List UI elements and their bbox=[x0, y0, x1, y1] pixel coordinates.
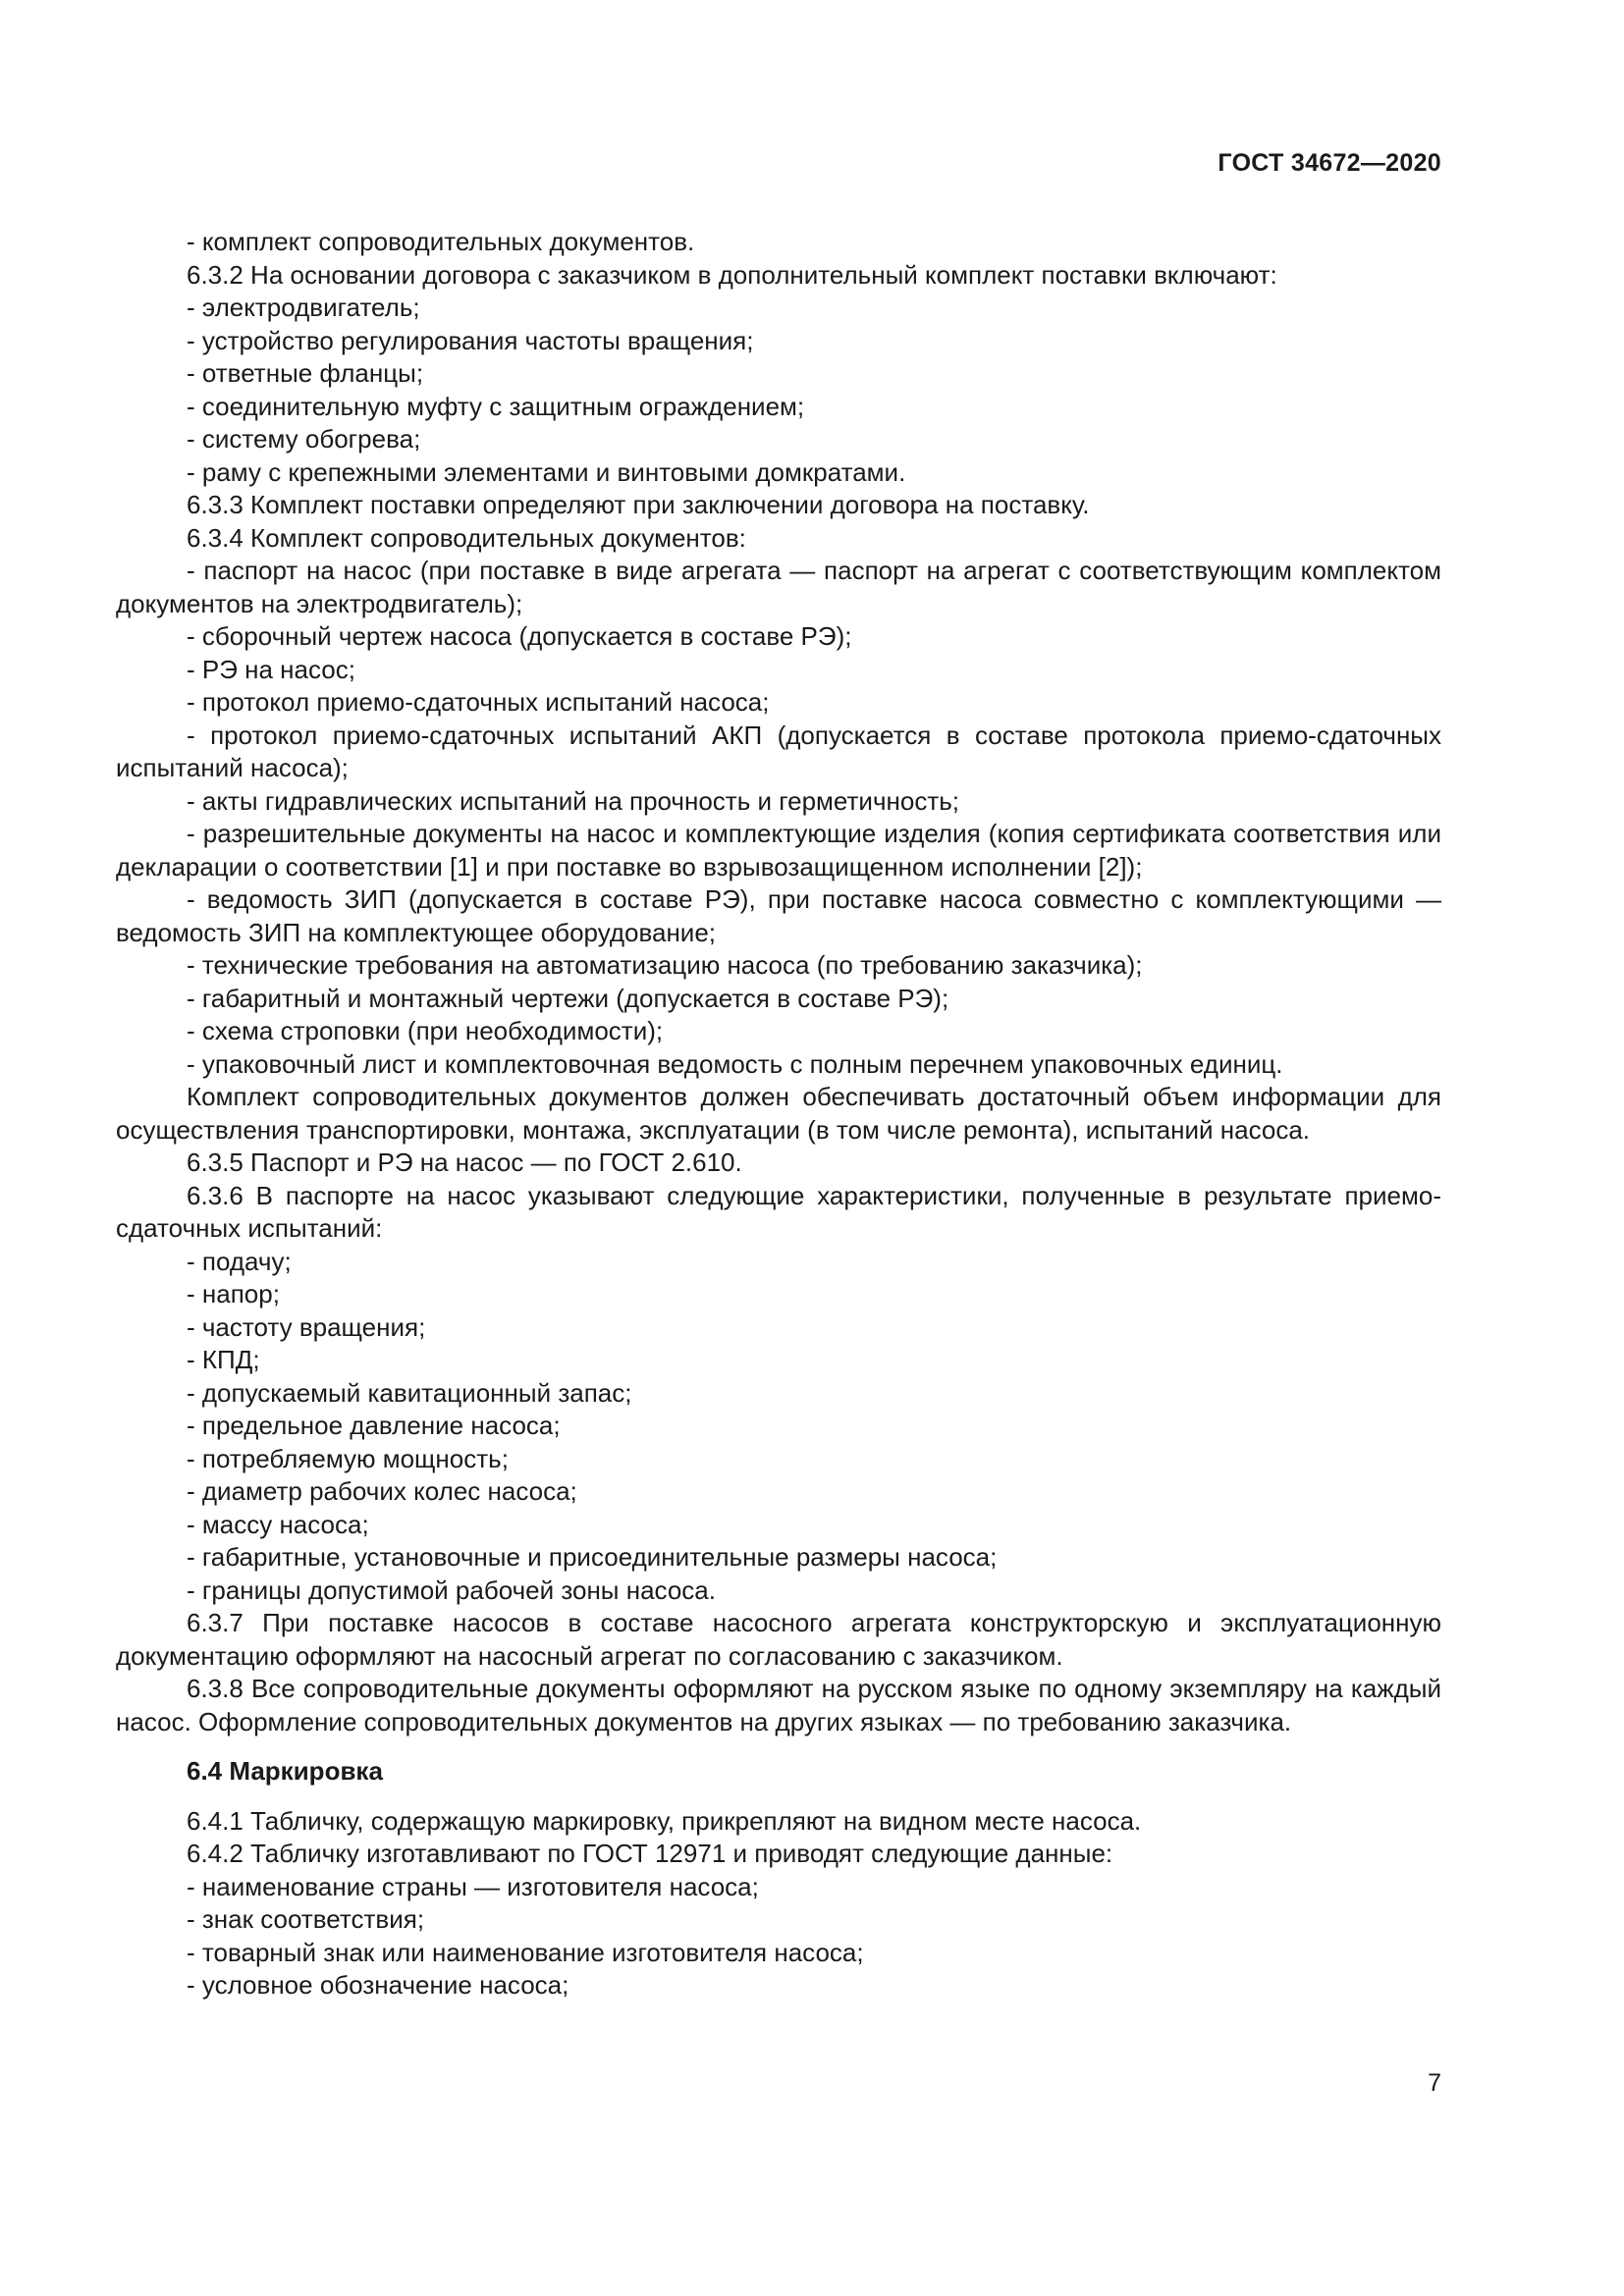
paragraph: 6.3.5 Паспорт и РЭ на насос — по ГОСТ 2.610. bbox=[187, 1148, 742, 1177]
list-item: - подачу; bbox=[187, 1246, 292, 1276]
list-item: - границы допустимой рабочей зоны насоса. bbox=[187, 1575, 716, 1605]
list-item: - частоту вращения; bbox=[187, 1311, 426, 1342]
paragraph: 6.3.7 При поставке насосов в составе насосного агрегата конструкторскую и эксплуатационную документацию оформляют на насосный агрегат по согласованию с заказчиком. bbox=[116, 1608, 1441, 1671]
list-item: - РЭ на насос; bbox=[187, 654, 355, 684]
list-item: - массу насоса; bbox=[187, 1509, 369, 1539]
list-item: - наименование страны — изготовителя насоса; bbox=[187, 1871, 759, 1901]
paragraph: 6.3.2 На основании договора с заказчиком в дополнительный комплект поставки включают: bbox=[187, 259, 1277, 290]
list-item: - протокол приемо-сдаточных испытаний насоса; bbox=[187, 687, 770, 717]
list-item: - габаритный и монтажный чертежи (допускается в составе РЭ); bbox=[187, 983, 949, 1013]
list-item: - комплект сопроводительных документов. bbox=[187, 227, 695, 256]
list-item: - знак соответствия; bbox=[187, 1904, 425, 1934]
paragraph: 6.3.3 Комплект поставки определяют при заключении договора на поставку. bbox=[187, 490, 1090, 519]
list-item: - соединительную муфту с защитным ограждением; bbox=[187, 391, 805, 421]
list-item: - допускаемый кавитационный запас; bbox=[187, 1377, 632, 1408]
list-item: - товарный знак или наименование изготовителя насоса; bbox=[187, 1937, 864, 1967]
list-item: - раму с крепежными элементами и винтовыми домкратами. bbox=[187, 456, 906, 487]
list-item: - условное обозначение насоса; bbox=[187, 1970, 569, 2000]
list-item: - ведомость ЗИП (допускается в составе РЭ), при поставке насоса совместно с комплектующими — ведомость ЗИП на комплектующее оборудование; bbox=[116, 884, 1441, 947]
list-item: - акты гидравлических испытаний на прочность и герметичность; bbox=[187, 785, 959, 816]
paragraph: 6.4.1 Табличку, содержащую маркировку, прикрепляют на видном месте насоса. bbox=[187, 1805, 1142, 1836]
list-item: - габаритные, установочные и присоединительные размеры насоса; bbox=[187, 1542, 998, 1572]
list-item: - разрешительные документы на насос и комплектующие изделия (копия сертификата соответствия или декларации о соответствии [1] и при поставке во взрывозащищенном исполнении [2]); bbox=[116, 819, 1441, 881]
list-item: - паспорт на насос (при поставке в виде агрегата — паспорт на агрегат с соответствующим комплектом документов на электродвигатель); bbox=[116, 556, 1441, 618]
paragraph: 6.3.8 Все сопроводительные документы оформляют на русском языке по одному экземпляру на каждый насос. Оформление сопроводительных документов на других языках — по требованию заказчика. bbox=[116, 1674, 1441, 1736]
list-item: - ответные фланцы; bbox=[187, 358, 424, 388]
list-item: - напор; bbox=[187, 1279, 280, 1308]
paragraph: 6.4.2 Табличку изготавливают по ГОСТ 12971 и приводят следующие данные: bbox=[187, 1839, 1113, 1868]
list-item: - потребляемую мощность; bbox=[187, 1443, 509, 1473]
paragraph: 6.3.6 В паспорте на насос указывают следующие характеристики, полученные в результате приемо-сдаточных испытаний: bbox=[116, 1180, 1441, 1243]
paragraph: 6.3.4 Комплект сопроводительных документов: bbox=[187, 522, 746, 553]
list-item: - КПД; bbox=[187, 1345, 260, 1374]
list-item: - электродвигатель; bbox=[187, 293, 420, 322]
list-item: - систему обогрева; bbox=[187, 424, 421, 454]
section-heading: 6.4 Маркировка bbox=[187, 1756, 383, 1786]
list-item: - упаковочный лист и комплектовочная ведомость с полным перечнем упаковочных единиц. bbox=[187, 1048, 1283, 1079]
paragraph: Комплект сопроводительных документов должен обеспечивать достаточный объем информации для осуществления транспортировки, монтажа, эксплуатации (в том числе ремонта), испытаний насоса. bbox=[116, 1082, 1441, 1145]
list-item: - протокол приемо-сдаточных испытаний АКП (допускается в составе протокола приемо-сдаточных испытаний насоса); bbox=[116, 720, 1441, 782]
list-item: - сборочный чертеж насоса (допускается в составе РЭ); bbox=[187, 621, 852, 651]
list-item: - диаметр рабочих колес насоса; bbox=[187, 1476, 577, 1506]
list-item: - устройство регулирования частоты вращения; bbox=[187, 325, 754, 355]
list-item: - технические требования на автоматизацию насоса (по требованию заказчика); bbox=[187, 950, 1143, 980]
page-number: 7 bbox=[1428, 2069, 1441, 2097]
document-body bbox=[116, 226, 1441, 2002]
list-item: - предельное давление насоса; bbox=[187, 1411, 561, 1440]
document-code-header: ГОСТ 34672—2020 bbox=[1218, 149, 1441, 177]
list-item: - схема строповки (при необходимости); bbox=[187, 1016, 664, 1045]
